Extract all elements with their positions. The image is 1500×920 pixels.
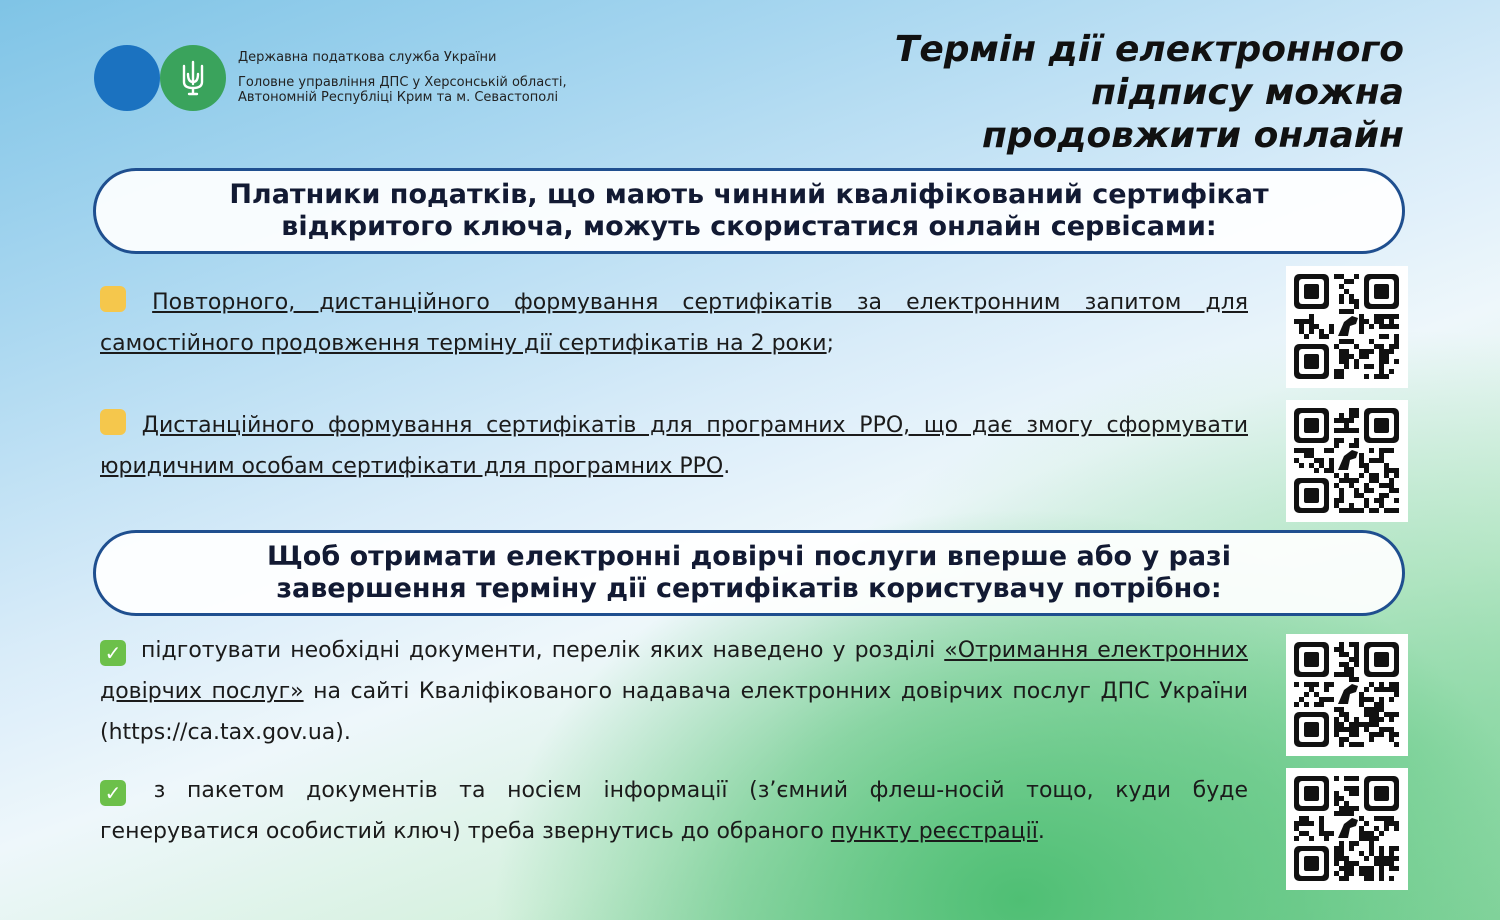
banner1-line-1: Платники податків, що мають чинний кваліфікований сертифікат — [229, 179, 1269, 210]
qr-code-icon[interactable] — [1286, 400, 1408, 522]
banner-first-time — [93, 530, 1405, 616]
title-line-3: продовжити онлайн — [982, 115, 1404, 156]
item4-tail: . — [1037, 819, 1045, 844]
organization-name — [238, 50, 567, 105]
check-mark-icon: ✓ — [100, 640, 126, 666]
check-mark-icon: ✓ — [100, 780, 126, 806]
logo-green-circle — [160, 45, 226, 111]
list-item-prepare-documents — [100, 630, 1248, 753]
qr-code-icon[interactable] — [1286, 266, 1408, 388]
prro-certificates-link[interactable]: Дистанційного формування сертифікатів для програмних РРО, що дає змогу сформувати юридичним особам сертифікати для програмних РРО — [100, 413, 1248, 479]
trident-icon — [180, 60, 206, 96]
registration-point-link[interactable]: пункту реєстрації — [830, 819, 1038, 844]
banner2-line-1: Щоб отримати електронні довірчі послуги вперше або у разі — [266, 541, 1231, 572]
item2-tail: . — [723, 454, 731, 479]
banner2-line-2: завершення терміну дії сертифікатів користувачу потрібно: — [276, 573, 1222, 604]
qr-code-icon[interactable] — [1286, 634, 1408, 756]
yellow-square-icon — [100, 286, 126, 312]
list-item-remote-renewal — [100, 282, 1248, 364]
trust-services-link[interactable]: «Отримання електронних довірчих послуг» — [100, 638, 1248, 704]
remote-renewal-link[interactable]: Повторного, дистанційного формування сертифікатів за електронним запитом для самостійного продовження терміну дії сертифікатів на 2 роки — [100, 290, 1248, 356]
item4-text: з пакетом документів та носієм інформації (з’ємний флеш-носій тощо, куди буде генеруватися особистий ключ) треба звернутись до обраного — [100, 778, 1248, 844]
banner1-line-2: відкритого ключа, можуть скористатися онлайн сервісами: — [281, 211, 1217, 242]
qr-code-icon[interactable] — [1286, 768, 1408, 890]
item3-post: на сайті Кваліфікованого надавача електронних довірчих послуг ДПС України (https://ca.tax.gov.ua). — [100, 679, 1249, 745]
item3-text: підготувати необхідні документи, перелік яких наведено у розділі — [141, 638, 936, 663]
org-line-1: Державна податкова служба України — [238, 50, 497, 65]
title-line-1: Термін дії електронного — [894, 29, 1404, 70]
dps-logo — [94, 45, 226, 111]
list-item-prro-certificates — [100, 405, 1248, 487]
item1-tail: ; — [826, 331, 835, 356]
list-item-visit-registration — [100, 770, 1248, 852]
org-line-3: Автономній Республіці Крим та м. Севастополі — [238, 90, 559, 105]
title-line-2: підпису можна — [1091, 72, 1404, 113]
banner-online-services — [93, 168, 1405, 254]
page-title — [844, 28, 1404, 157]
yellow-square-icon — [100, 409, 126, 435]
org-line-2: Головне управління ДПС у Херсонській області, — [238, 75, 567, 90]
logo-blue-circle — [94, 45, 160, 111]
